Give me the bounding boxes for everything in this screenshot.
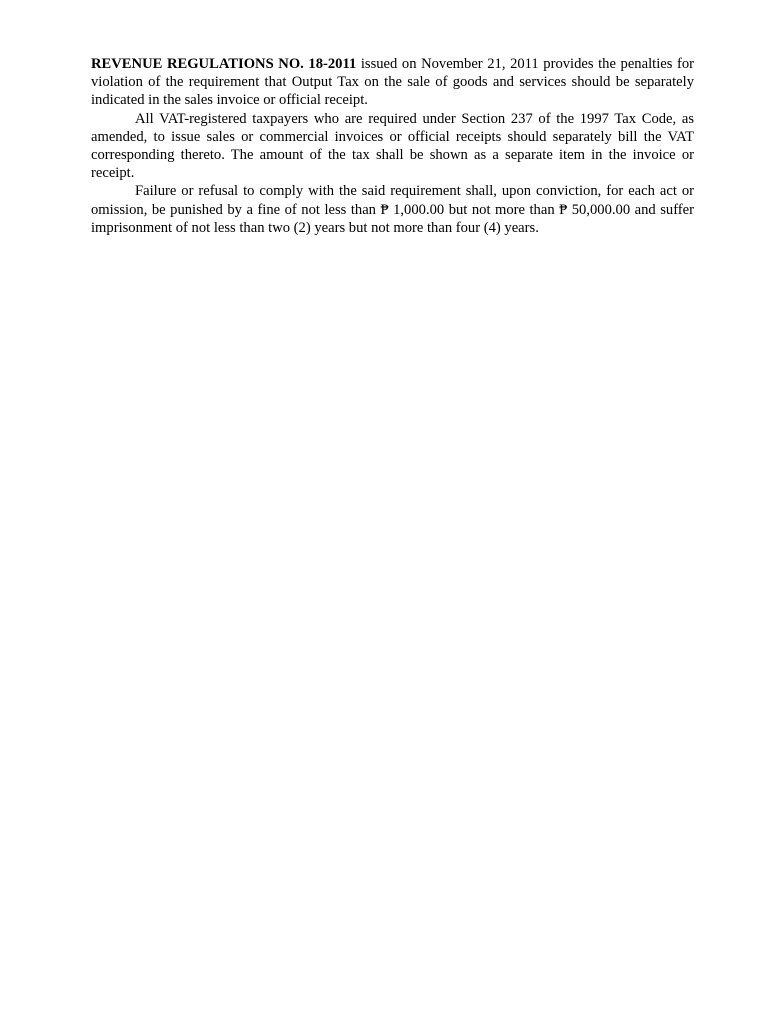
paragraph-penalties <box>91 182 694 237</box>
document-page <box>91 55 694 237</box>
paragraph-text: All VAT-registered taxpayers who are required under Section 237 of the 1997 Tax Code, as amended, to issue sales or commercial invoices or official receipts should separately bill the VAT corresponding thereto. The amount of the tax shall be shown as a separate item in the invoice or receipt. <box>91 110 694 182</box>
regulation-title: REVENUE REGULATIONS NO. 18-2011 <box>91 56 357 72</box>
paragraph-text: Failure or refusal to comply with the said requirement shall, upon conviction, for each act or omission, be punished by a fine of not less than ₱ 1,000.00 but not more than ₱ 50,000.00 and suffer imprisonment of not less than two (2) years but not more than four (4) years. <box>91 183 694 236</box>
paragraph-text: issued on November 21, 2011 provides the penalties for violation of the requirement that Output Tax on the sale of goods and services should be separately indicated in the sales invoice or official receipt. <box>91 56 694 109</box>
paragraph-regulation-intro <box>91 55 694 110</box>
paragraph-vat-billing <box>91 110 694 183</box>
